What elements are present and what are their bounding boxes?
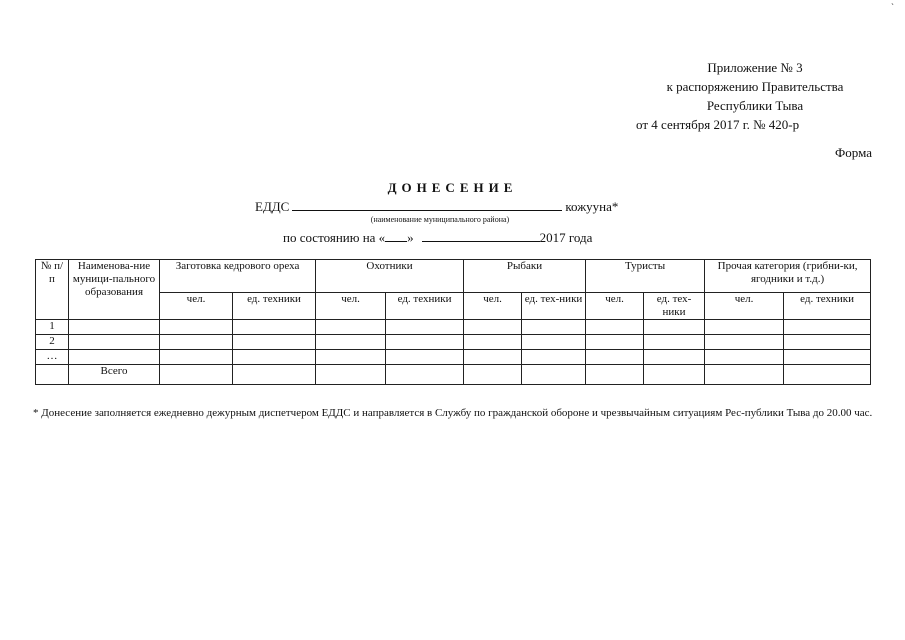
table-cell[interactable] (386, 320, 464, 335)
table-row (36, 350, 871, 365)
table-cell[interactable] (522, 350, 586, 365)
table-cell[interactable] (586, 365, 644, 385)
table-cell[interactable] (386, 335, 464, 350)
sub-fishers-people: чел. (464, 293, 522, 320)
date-line (283, 229, 592, 246)
table-cell[interactable] (69, 335, 160, 350)
sub-tourists-people: чел. (586, 293, 644, 320)
sub-hunters-tech: ед. техники (386, 293, 464, 320)
annex-line-4: от 4 сентября 2017 г. № 420-р (636, 117, 800, 132)
header-tourists: Туристы (586, 260, 705, 293)
form-label: Форма (835, 145, 872, 160)
edds-prefix: ЕДДС (255, 199, 290, 214)
table-cell (36, 365, 69, 385)
sub-fishers-tech: ед. тех-ники (522, 293, 586, 320)
corner-mark: ` (891, 2, 894, 12)
table-cell[interactable] (705, 320, 784, 335)
sub-tourists-tech: ед. тех-ники (644, 293, 705, 320)
table-cell[interactable] (386, 350, 464, 365)
table-cell[interactable] (586, 350, 644, 365)
annex-line-3: Республики Тыва (706, 98, 804, 113)
table-cell[interactable] (233, 320, 316, 335)
annex-line-1: Приложение № 3 (707, 60, 803, 75)
sub-other-people: чел. (705, 293, 784, 320)
table-cell[interactable] (69, 350, 160, 365)
table-cell[interactable] (233, 350, 316, 365)
table-cell[interactable] (522, 365, 586, 385)
table-cell[interactable] (644, 350, 705, 365)
table-row (36, 335, 871, 350)
table-cell[interactable] (160, 320, 233, 335)
table-cell[interactable] (464, 365, 522, 385)
date-middle: » (407, 230, 414, 245)
total-row (36, 365, 871, 385)
table-cell[interactable] (705, 365, 784, 385)
month-blank-field[interactable] (422, 229, 540, 242)
table-cell[interactable] (160, 365, 233, 385)
header-no: № п/п (36, 260, 69, 320)
total-label: Всего (69, 365, 160, 385)
header-other: Прочая категория (грибни-ки, ягодники и т.д.) (705, 260, 871, 293)
document-title: ДОНЕСЕНИЕ (387, 180, 518, 195)
table-cell[interactable] (316, 320, 386, 335)
table-cell[interactable] (705, 350, 784, 365)
edds-line (255, 198, 618, 215)
edds-blank-field[interactable] (292, 198, 562, 211)
table-cell[interactable] (386, 365, 464, 385)
table-cell[interactable] (160, 335, 233, 350)
row-number: 2 (36, 335, 69, 350)
table-row (36, 320, 871, 335)
report-table (35, 259, 871, 385)
table-cell[interactable] (644, 365, 705, 385)
table-cell[interactable] (784, 365, 871, 385)
header-hunters: Охотники (316, 260, 464, 293)
edds-suffix: кожууна* (565, 199, 619, 214)
table-cell[interactable] (316, 335, 386, 350)
table-cell[interactable] (69, 320, 160, 335)
table-cell[interactable] (644, 335, 705, 350)
header-fishers: Рыбаки (464, 260, 586, 293)
sub-nuts-tech: ед. техники (233, 293, 316, 320)
table-cell[interactable] (644, 320, 705, 335)
table-cell[interactable] (784, 320, 871, 335)
footnote: * Донесение заполняется ежедневно дежурным диспетчером ЕДДС и направляется в Службу по гражданской обороне и чрезвычайным ситуациям Рес-публики Тыва до 20.00 час. (33, 407, 873, 419)
row-number: 1 (36, 320, 69, 335)
edds-hint: (наименование муниципального района) (370, 215, 510, 224)
table-cell[interactable] (522, 320, 586, 335)
table-cell[interactable] (233, 335, 316, 350)
annex-line-2: к распоряжению Правительства (666, 79, 844, 94)
header-municipality: Наименова-ние муници-пального образования (69, 260, 160, 320)
table-cell[interactable] (522, 335, 586, 350)
table-cell[interactable] (705, 335, 784, 350)
table-cell[interactable] (464, 350, 522, 365)
table-cell[interactable] (233, 365, 316, 385)
sub-other-tech: ед. техники (784, 293, 871, 320)
table-cell[interactable] (586, 335, 644, 350)
header-nuts: Заготовка кедрового ореха (160, 260, 316, 293)
sub-hunters-people: чел. (316, 293, 386, 320)
day-blank-field[interactable] (385, 229, 407, 242)
table-cell[interactable] (316, 350, 386, 365)
table-cell[interactable] (586, 320, 644, 335)
annex-header (636, 58, 870, 134)
row-number: … (36, 350, 69, 365)
sub-nuts-people: чел. (160, 293, 233, 320)
date-suffix: 2017 года (539, 230, 593, 245)
table-cell[interactable] (464, 320, 522, 335)
table-cell[interactable] (784, 335, 871, 350)
table-cell[interactable] (784, 350, 871, 365)
table-cell[interactable] (316, 365, 386, 385)
table-cell[interactable] (464, 335, 522, 350)
date-prefix: по состоянию на « (283, 230, 386, 245)
table-cell[interactable] (160, 350, 233, 365)
